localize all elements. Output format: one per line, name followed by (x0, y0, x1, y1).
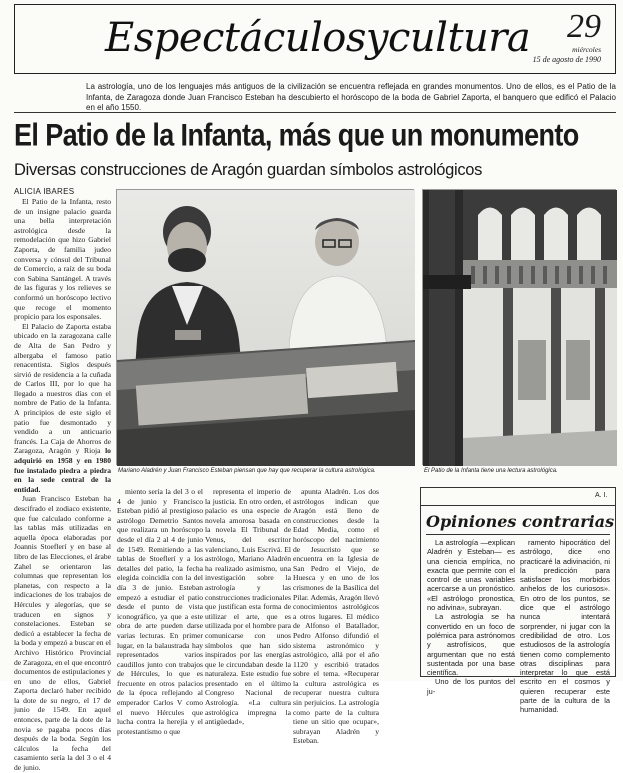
section-title: Espectáculosycultura (105, 15, 531, 61)
photo-patio (422, 189, 616, 465)
paragraph: La astrología —explican Aladrén y Esteban— es una ciencia empírica, no exacta que permite con el control de unas variables acercarse a un pronóstico. «El astrólogo pronostica, no adivina», subrayan. (427, 538, 515, 613)
sidebar-byline: A. I. (595, 492, 608, 499)
paragraph: representa el imperio de la justicia. En otro orden, el palacio es una especie de novela amorosa basada en la novela El Tribunal de Venus, del escritor valenciano, Luis Escrivá. El astrólogo, Mariano Aladrén ha realizado asimismo, una investigación sobre la astrología y las construcciones tradicionales que justifican esta forma de utilizar el arte, que es utilizada por el hombre para comunicarse con unos símbolos que han sido inspirados por las energías que le circundaban desde la naturaleza. Este estudio fue presentado en el último Congreso Nacional de Astrología. «La cultura astrológica impregna la antigüedad», (205, 487, 291, 727)
article-column-1 (14, 197, 111, 773)
article-column-4 (293, 487, 379, 746)
divider (14, 112, 616, 113)
subheadline: Diversas construcciones de Aragón guardan símbolos astrológicos (14, 161, 483, 179)
sidebar-title: Opiniones contrarias (426, 512, 615, 531)
paragraph: ramento hipocrático del astrólogo, dice «no practicaré la adivinación, ni la predicción para satisfacer los morbidos anhelos de los curiosos». En otro de los puntos, se dice que el astrólogo nunca intentará sorprender, ni jugar con la credibilidad de otro. Los estudiosos de la astrología tienen como complemento otras disciplinas para interpretar lo que está escrito en el cosmos y quieren recuperar este parte de la cultura de la humanidad. (520, 538, 610, 715)
lede-paragraph: La astrología, uno de los lenguajes más antiguos de la civilización se encuentra reflejada en grandes monumentos. Uno de ellos, es el Patio de la Infanta, de Zaragoza donde Juan Francisco Esteban ha descubierto el horóscopo de la boda de Gabriel Zaporta, el banquero que edificó el Palacio en el año 1550. (86, 82, 616, 112)
paragraph-text: El Palacio de Zaporta estaba ubicado en la zaragozana calle de Alta de San Pedro y albergaba el famoso patio renacentista. Siglos después sirvió de residencia a la cuñada de Carlos III, por lo que ha llegado a nuestros días con el nombre de Patio de la Infanta. A principios de este siglo el patio fue desmontado y vendido a un anticuario francés. La Caja de Ahorros de Zaragoza, Aragón y Rioja (14, 321, 111, 456)
paragraph: La astrología se ha convertido en un foco de polémica para astrónomos y astrofísicos, que argumentan que no está sustentada por una base científica. (427, 612, 515, 678)
divider (420, 505, 616, 506)
photo-illustration (117, 190, 415, 466)
page-number: 29 (567, 8, 601, 45)
weekday: miércoles (572, 45, 601, 54)
paragraph: miento sería la del 3 o el 4 de junio y Francisco Esteban pidió al prestigioso astrólogo Demetrio Santos que realizara un horóscopo desde el día 2 al 4 de junio de 1549. Remitiendo a las tablas de Stoeflerí y a los detalles del patio, la fecha elegida coincidía con la del día 3 de junio. Esteban empezó a estudiar el patio desde el punto de vista iconográfico, ya que a este obra de arte pueden darse varias lecturas. En primer lugar, en la balaustrada hay representados varios caudillos junto con trabajos de Hércules, lo que es frecuente en otros palacios de la época reflejando al emperador Carlos V como el nuevo Hércules que lucha contra la herejía y el protestantismo o que (117, 487, 203, 736)
sidebar-column-1 (427, 538, 515, 696)
divider (426, 534, 610, 535)
article-column-2 (117, 487, 203, 736)
article-column-3 (205, 487, 291, 727)
paragraph: El Patio de la Infanta, resto de un insigne palacio guarda una bella interpretación astrológica desde la remodelación que hizo Gabriel Zaporta, de familia judeo conversa y cónsul del Tribunal de Comercio, a raíz de su boda con Sabina Santángel. A través de las figuras y los relieves se conformó un horóscopo lectivo que recoge el momento propicio para los esponsales. (14, 197, 111, 322)
paragraph (14, 322, 111, 495)
photo-caption: El Patio de la Infanta tiene una lectura astrológica. (424, 468, 558, 474)
photo-caption: Mariano Aladrén y Juan Francisco Esteban piensan que hay que recuperar la cultura astrológica. (118, 468, 376, 474)
headline: El Patio de la Infanta, más que un monumento (14, 118, 579, 153)
section-header (14, 4, 616, 74)
photo-illustration (423, 190, 617, 466)
paragraph: apunta Aladrén. Los dos astrólogos indican que Aragón está lleno de construcciones desde la Edad Media, como el horóscopo del nacimiento de Jesucristo que se encuentra en la Iglesia de San Pedro el Viejo, de Huesca y en uno de los crismones de la Basílica del Pilar. Además, Aragón llevó conocimientos astrológicos a otros lugares. El médico de Alfonso el Batallador, Pedro Alfonso difundió el sistema astronómico y astrológico, allá por el año 1120 y escribió tratados sobre el tema. «Recuperar la cultura astrológica es recuperar nuestra cultura sin perjuicios. La astrología como parte de la cultura tiene un sitio que ocupar», subrayan Aladrén y Esteban. (293, 487, 379, 746)
publication-date: 15 de agosto de 1990 (532, 55, 601, 64)
sidebar-column-2 (520, 538, 610, 715)
byline: ALICIA IBARES (14, 187, 75, 196)
paragraph: Juan Francisco Esteban ha descifrado el zodiaco existente, que fue calculado conforme a las tablas más utilizadas en aquella época elaboradas por Joannis Stoeflerí y en base al libro de las Elecciones, el árabe Zahel se orientaron las columnas que representan los planetas, con respecto a la indicaciones de los trabajos de Hércules y alegorías, que se traducen en signos y constelaciones. Esteban se dedicó a establecer la fecha de la boda y empezó a buscar en el Archivo Histórico Provincial de Zaragoza, en el que encontró documentos de estipulaciones y en uno de ellos, Gabriel Zaporta declaró haber recibido la dote de su negro, el 17 de junio de 1549. En aquel entonces, parte de la dote de la novia se pagaba pocos días después de la boda. Según los cálculos la fecha del casamiento sería la del 3 o el 4 de junio. (14, 494, 111, 773)
photo-astrologers (116, 189, 414, 465)
paragraph: Uno de los puntos del ju- (427, 677, 515, 696)
paragraph-bold-text: lo adquirió en 1958 y en 1980 fue instalado piedra a piedra en la sede central de la entidad. (14, 446, 111, 494)
